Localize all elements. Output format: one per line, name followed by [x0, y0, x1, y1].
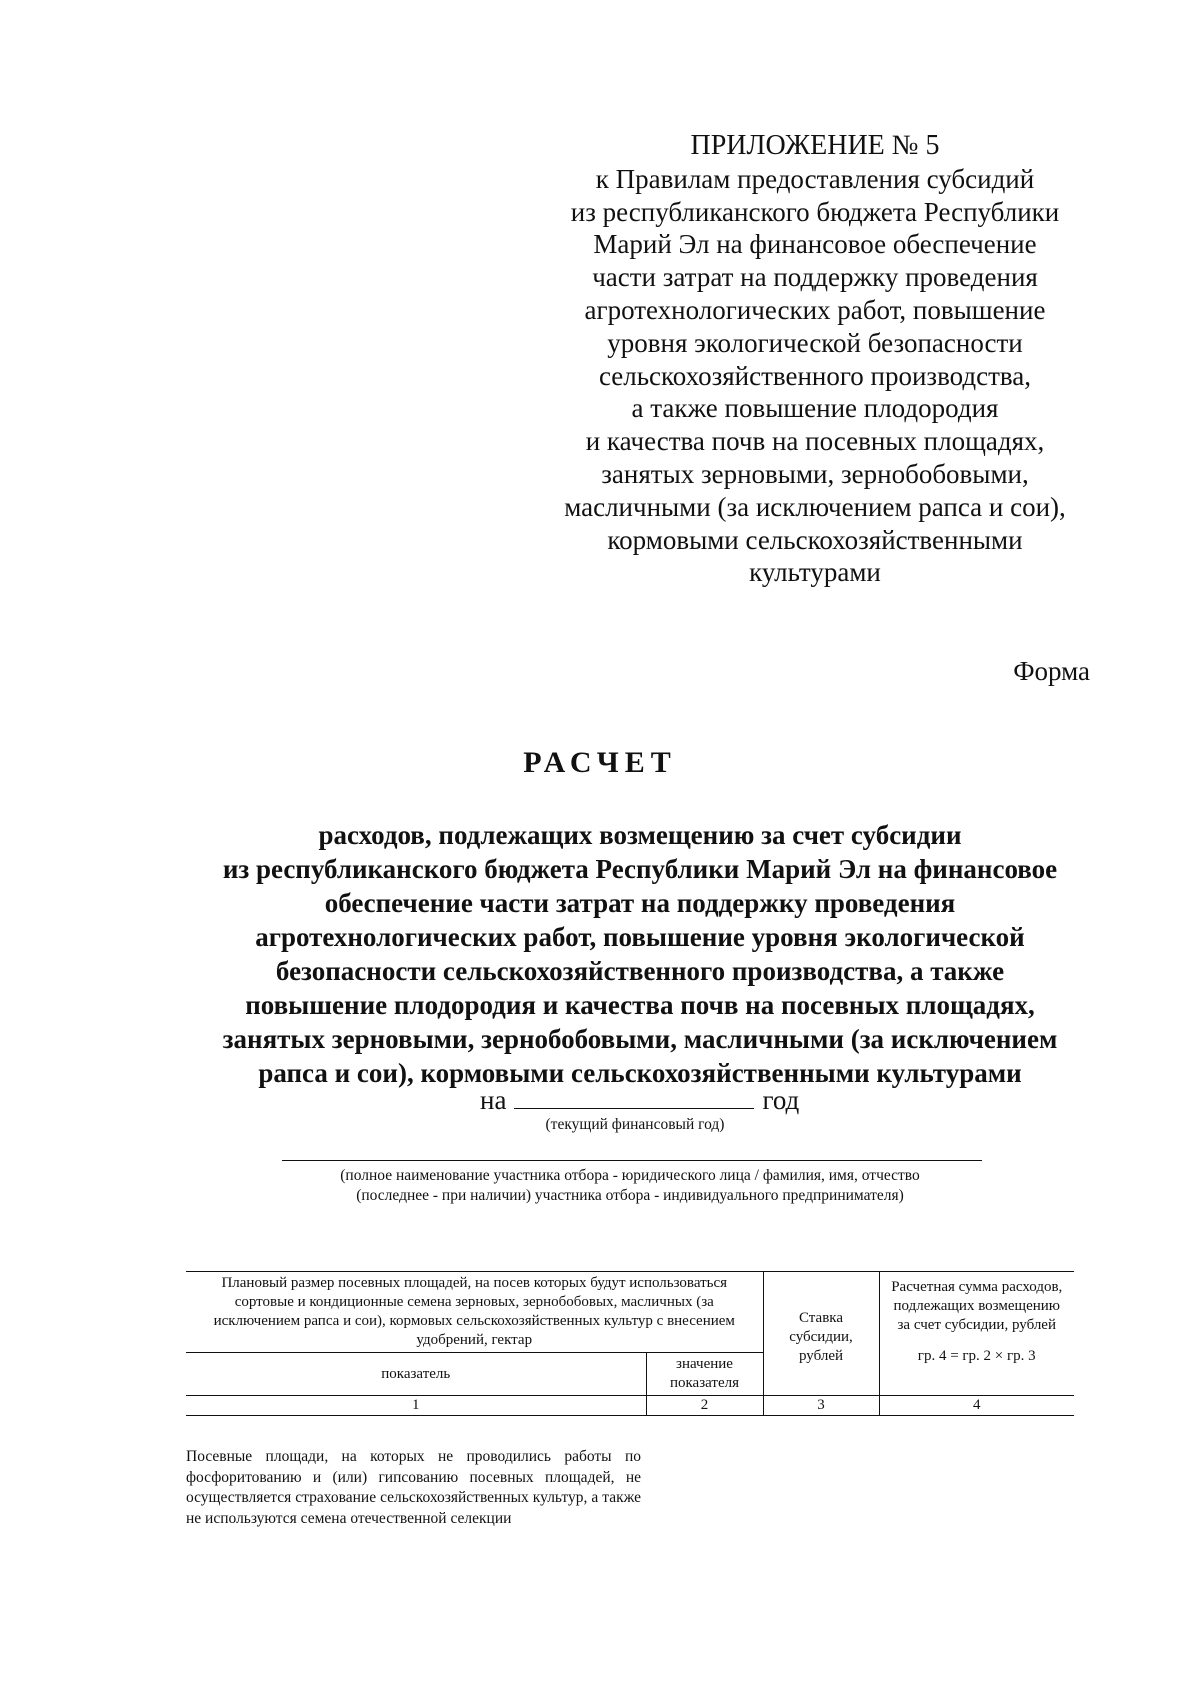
annex-line: к Правилам предоставления субсидий	[595, 163, 1035, 194]
form-label: Форма	[1013, 656, 1090, 686]
participant-caption-line: (полное наименование участника отбора - юридического лица / фамилия, имя, отчество	[340, 1167, 920, 1184]
subtitle-line: рапса и сои), кормовыми сельскохозяйственными культурами	[258, 1058, 1022, 1088]
annex-line: масличными (за исключением рапса и сои),	[564, 491, 1066, 522]
annex-line: культурами	[749, 557, 881, 588]
year-prefix: на	[480, 1085, 507, 1115]
subtitle-line: обеспечение части затрат на поддержку проведения	[324, 888, 956, 918]
subtitle-line: агротехнологических работ, повышение уровня экологической	[255, 922, 1025, 952]
table-note: Посевные площади, на которых не проводились работы по фосфоритованию и (или) гипсованию посевных площадей, не осуществляется страхование сельскохозяйственных культур, а также не используются семена отечественной селекции	[186, 1448, 641, 1527]
document-subtitle	[190, 818, 1090, 1090]
year-suffix: год	[762, 1085, 800, 1115]
annex-line: кормовыми сельскохозяйственными	[607, 524, 1023, 555]
col4-formula: гр. 4 = гр. 2 × гр. 3	[917, 1348, 1036, 1364]
annex-block	[540, 130, 1090, 589]
subtitle-line: занятых зерновыми, зернобобовыми, масличными (за исключением	[222, 1024, 1058, 1054]
annex-line: и качества почв на посевных площадях,	[585, 426, 1045, 457]
subtitle-line: безопасности сельскохозяйственного производства, а также	[275, 956, 1005, 986]
annex-line: из республиканского бюджета Республики	[570, 196, 1060, 227]
subtitle-line: расходов, подлежащих возмещению за счет субсидии	[318, 820, 962, 850]
document-title: РАСЧЕТ	[523, 746, 677, 779]
annex-line: а также повышение плодородия	[631, 393, 999, 424]
column-number: 1	[186, 1396, 646, 1416]
table-header-row	[186, 1272, 1074, 1353]
annex-line: Марий Эл на финансовое обеспечение	[593, 229, 1037, 260]
col4-header-text: Расчетная сумма расходов, подлежащих возмещению за счет субсидии, рублей	[891, 1279, 1063, 1333]
subtitle-line: повышение плодородия и качества почв на посевных площадях,	[245, 990, 1035, 1020]
annex-title: ПРИЛОЖЕНИЕ № 5	[690, 130, 940, 161]
column-number: 4	[879, 1396, 1074, 1416]
subtitle-line: из республиканского бюджета Республики Марий Эл на финансовое	[222, 854, 1058, 884]
column-number: 3	[763, 1396, 879, 1416]
annex-line: уровня экологической безопасности	[607, 327, 1023, 358]
participant-name-field[interactable]	[282, 1160, 982, 1161]
annex-line: сельскохозяйственного производства,	[598, 360, 1032, 391]
annex-line: агротехнологических работ, повышение	[584, 294, 1046, 325]
column-number: 2	[646, 1396, 763, 1416]
year-caption: (текущий финансовый год)	[545, 1116, 725, 1133]
year-line	[480, 1082, 799, 1116]
col2-header: значение показателя	[646, 1353, 763, 1396]
annex-line: занятых зерновыми, зернобобовыми,	[601, 458, 1029, 489]
col3-header	[763, 1272, 879, 1396]
year-blank-field[interactable]	[514, 1082, 754, 1109]
participant-caption-line: (последнее - при наличии) участника отбора - индивидуального предпринимателя)	[356, 1187, 904, 1204]
calculation-table	[186, 1271, 1074, 1416]
col3-header-text: Ставка субсидии, рублей	[789, 1310, 853, 1364]
col1-header: показатель	[186, 1353, 646, 1396]
table-row	[186, 1396, 1074, 1416]
col4-header	[879, 1272, 1074, 1396]
group-header: Плановый размер посевных площадей, на посев которых будут использоваться сортовые и кондиционные семена зерновых, зернобобовых, масличных (за исключением рапса и сои), кормовых сельскохозяйственных культур с внесением удобрений, гектар	[186, 1272, 763, 1353]
annex-line: части затрат на поддержку проведения	[592, 262, 1038, 293]
participant-caption	[230, 1166, 1030, 1206]
